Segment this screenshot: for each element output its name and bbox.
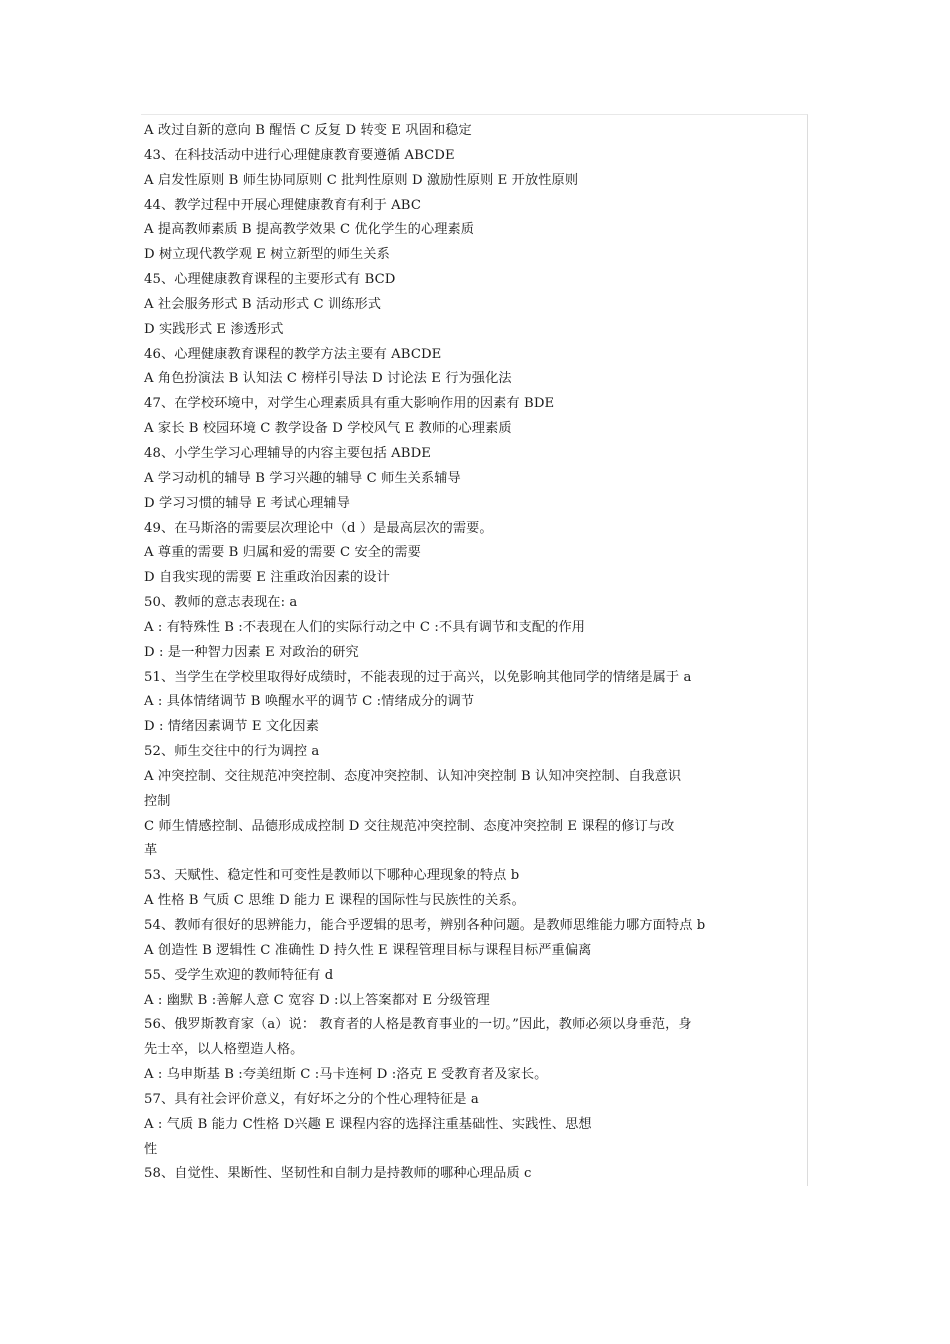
text-line: 54、教师有很好的思辨能力，能合乎逻辑的思考，辨别各种问题。是教师思维能力哪方面特点 b — [144, 918, 706, 933]
text-line: A 创造性 B 逻辑性 C 准确性 D 持久性 E 课程管理目标与课程目标严重偏离 — [144, 942, 592, 958]
text-line: A 改过自新的意向 B 醒悟 C 反复 D 转变 E 巩固和稳定 — [144, 123, 472, 138]
text-line: A : 乌申斯基 B :夸美纽斯 C :马卡连柯 D :洛克 E 受教育者及家长。 — [144, 1067, 548, 1083]
text-line: 53、天赋性、稳定性和可变性是教师以下哪种心理现象的特点 b — [144, 868, 520, 884]
text-line: 44、教学过程中开展心理健康教育有利于 ABC — [144, 197, 422, 213]
text-line: D 自我实现的需要 E 注重政治因素的设计 — [144, 570, 390, 586]
text-line: D 实践形式 E 渗透形式 — [144, 321, 284, 337]
text-line: 43、在科技活动中进行心理健康教育要遵循 ABCDE — [144, 147, 455, 163]
text-line: 51、当学生在学校里取得好成绩时，不能表现的过于高兴，以免影响其他同学的情绪是属于 a — [144, 669, 692, 685]
text-line: D : 是一种智力因素 E 对政治的研究 — [144, 644, 359, 660]
text-line: A 学习动机的辅导 B 学习兴趣的辅导 C 师生关系辅导 — [144, 470, 461, 486]
text-line: 50、教师的意志表现在: a — [144, 595, 298, 611]
text-line: 47、在学校环境中，对学生心理素质具有重大影响作用的因素有 BDE — [144, 396, 555, 412]
text-line: A 家长 B 校园环境 C 教学设备 D 学校风气 E 教师的心理素质 — [144, 421, 512, 437]
text-line: 55、受学生欢迎的教师特征有 d — [144, 967, 334, 983]
text-line: D 学习习惯的辅导 E 考试心理辅导 — [144, 495, 351, 511]
text-line: A : 具体情绪调节 B 唤醒水平的调节 C :情绪成分的调节 — [144, 694, 475, 710]
text-line: 52、师生交往中的行为调控 a — [144, 744, 320, 760]
text-line: A 性格 B 气质 C 思维 D 能力 E 课程的国际性与民族性的关系。 — [144, 893, 525, 909]
text-line: A 角色扮演法 B 认知法 C 榜样引导法 D 讨论法 E 行为强化法 — [144, 371, 512, 387]
text-line: A 社会服务形式 B 活动形式 C 训练形式 — [144, 296, 382, 312]
text-line: A 尊重的需要 B 归属和爱的需要 C 安全的需要 — [144, 545, 421, 561]
text-line: A : 幽默 B :善解人意 C 宽容 D :以上答案都对 E 分级管理 — [144, 992, 490, 1008]
text-line: 控制 — [144, 793, 171, 809]
text-body — [144, 119, 814, 1187]
text-line: 性 — [144, 1141, 158, 1157]
text-line: 先士卒，以人格塑造人格。 — [144, 1042, 304, 1058]
text-line: 48、小学生学习心理辅导的内容主要包括 ABDE — [144, 445, 431, 461]
text-line: A : 气质 B 能力 C性格 D兴趣 E 课程内容的选择注重基础性、实践性、思想 — [144, 1116, 592, 1132]
text-line: D : 情绪因素调节 E 文化因素 — [144, 719, 319, 735]
text-line: 56、俄罗斯教育家（a）说： 教育者的人格是教育事业的一切。”因此，教师必须以身垂范，身 — [144, 1017, 692, 1033]
text-line: 49、在马斯洛的需要层次理论中（d ）是最高层次的需要。 — [144, 520, 493, 536]
text-line: A : 有特殊性 B :不表现在人们的实际行动之中 C :不具有调节和支配的作用 — [144, 619, 586, 635]
text-line: C 师生情感控制、品德形成成控制 D 交往规范冲突控制、态度冲突控制 E 课程的修订与改 — [144, 818, 675, 834]
text-line: 58、自觉性、果断性、坚韧性和自制力是持教师的哪种心理品质 c — [144, 1166, 532, 1182]
text-line: A 冲突控制、交往规范冲突控制、态度冲突控制、认知冲突控制 B 认知冲突控制、自我意识 — [144, 768, 682, 784]
text-line: A 提高教师素质 B 提高教学效果 C 优化学生的心理素质 — [144, 222, 475, 238]
text-line: D 树立现代教学观 E 树立新型的师生关系 — [144, 247, 390, 263]
text-line: 革 — [144, 843, 158, 859]
text-line: 57、具有社会评价意义，有好坏之分的个性心理特征是 a — [144, 1091, 479, 1107]
text-line: 46、心理健康教育课程的教学方法主要有 ABCDE — [144, 346, 442, 362]
text-line: A 启发性原则 B 师生协同原则 C 批判性原则 D 激励性原则 E 开放性原则 — [144, 172, 579, 188]
document-page — [141, 114, 808, 1186]
text-line: 45、心理健康教育课程的主要形式有 BCD — [144, 272, 396, 288]
